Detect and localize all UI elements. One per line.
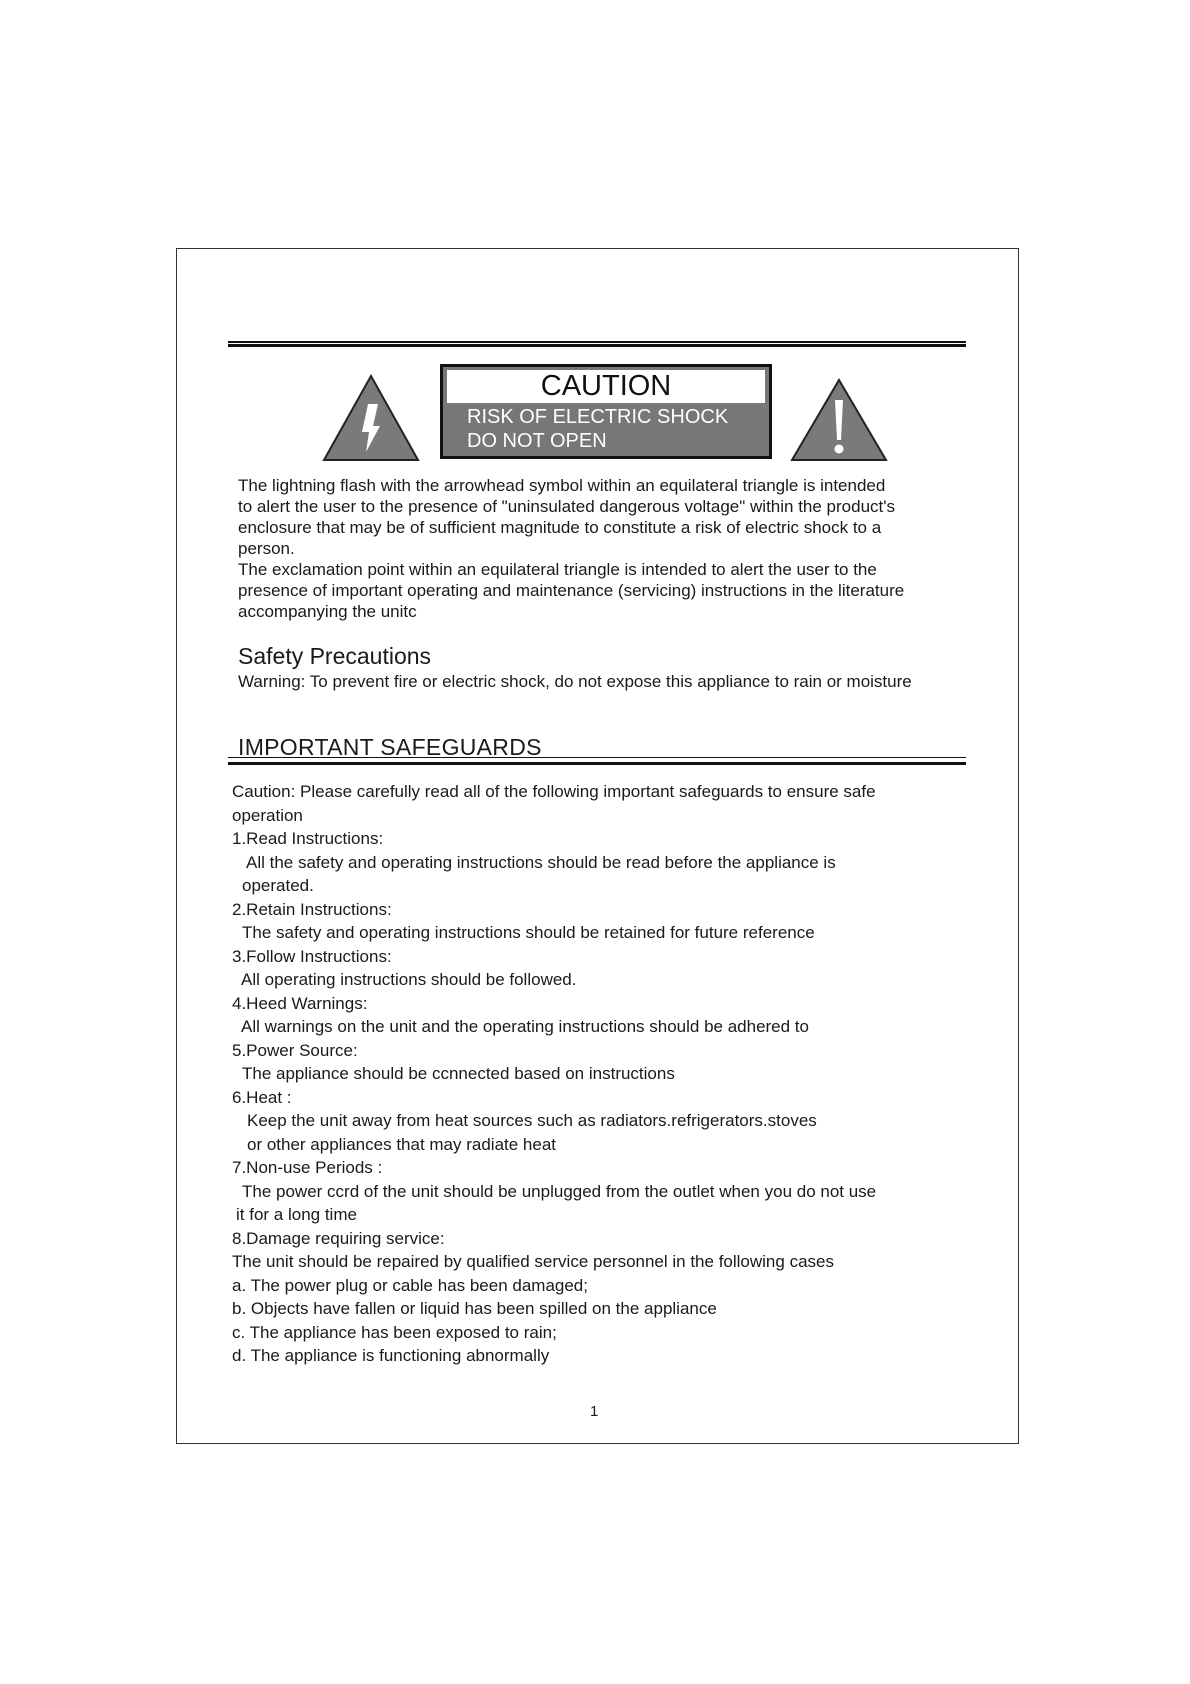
safeguard-line: Keep the unit away from heat sources such as radiators.refrigerators.stoves [247,1111,817,1130]
intro-line: person. [238,539,295,558]
symbol-explanation [238,475,904,622]
caution-label [440,364,772,459]
caution-line-2: DO NOT OPEN [467,430,607,452]
safeguard-line: Caution: Please carefully read all of the following important safeguards to ensure safe [232,782,876,801]
safeguard-line: c. The appliance has been exposed to rain; [232,1322,557,1342]
safety-precautions-heading: Safety Precautions [238,643,432,669]
safeguard-line: operation [232,805,303,825]
safeguard-line: 3.Follow Instructions: [232,946,392,966]
exclamation-triangle-icon [790,378,888,462]
safeguards-rule-thin [228,757,966,758]
top-double-rule [228,341,966,347]
caution-line-1: RISK OF ELECTRIC SHOCK [467,406,729,428]
safeguard-line: it for a long time [236,1205,357,1224]
safeguard-line: 6.Heat : [232,1087,292,1107]
safeguard-line: The unit should be repaired by qualified service personnel in the following cases [232,1252,834,1271]
safety-warning: Warning: To prevent fire or electric shock, do not expose this appliance to rain or moisture [238,672,912,691]
intro-line: The exclamation point within an equilateral triangle is intended to alert the user to the [238,560,877,579]
safeguard-line: All warnings on the unit and the operating instructions should be adhered to [241,1017,809,1036]
safeguard-line: operated. [242,876,314,895]
intro-line: presence of important operating and maintenance (servicing) instructions in the literature [238,581,905,600]
safeguard-line: The power ccrd of the unit should be unplugged from the outlet when you do not use [242,1181,877,1201]
safeguard-line: b. Objects have fallen or liquid has been spilled on the appliance [232,1299,717,1318]
safeguard-line: 5.Power Source: [232,1040,358,1060]
safeguard-line: or other appliances that may radiate heat [247,1134,557,1154]
safeguards-rule-thick [228,762,966,765]
page-number: 1 [590,1403,599,1420]
safeguard-line: The appliance should be ccnnected based on instructions [242,1064,675,1083]
intro-line: The lightning flash with the arrowhead symbol within an equilateral triangle is intended [238,476,886,495]
safeguard-line: 8.Damage requiring service: [232,1228,445,1248]
intro-line: to alert the user to the presence of "uninsulated dangerous voltage" within the product's [238,497,896,516]
safeguard-line: 1.Read Instructions: [232,829,384,848]
intro-line: enclosure that may be of sufficient magnitude to constitute a risk of electric shock to a [238,518,882,537]
safeguard-line: The safety and operating instructions should be retained for future reference [242,923,815,942]
caution-title: CAUTION [447,370,765,403]
lightning-triangle-icon [322,374,420,462]
safeguard-line: All operating instructions should be followed. [241,970,577,989]
safeguard-line: 4.Heed Warnings: [232,993,368,1013]
safeguard-line: d. The appliance is functioning abnormally [232,1346,550,1365]
safeguard-line: All the safety and operating instructions should be read before the appliance is [246,852,836,872]
safeguard-line: a. The power plug or cable has been damaged; [232,1275,588,1295]
safeguard-line: 7.Non-use Periods : [232,1158,383,1177]
safeguard-line: 2.Retain Instructions: [232,899,392,919]
safeguards-list [232,780,876,1368]
intro-line: accompanying the unitc [238,602,417,621]
important-safeguards-heading: IMPORTANT SAFEGUARDS [238,734,542,760]
